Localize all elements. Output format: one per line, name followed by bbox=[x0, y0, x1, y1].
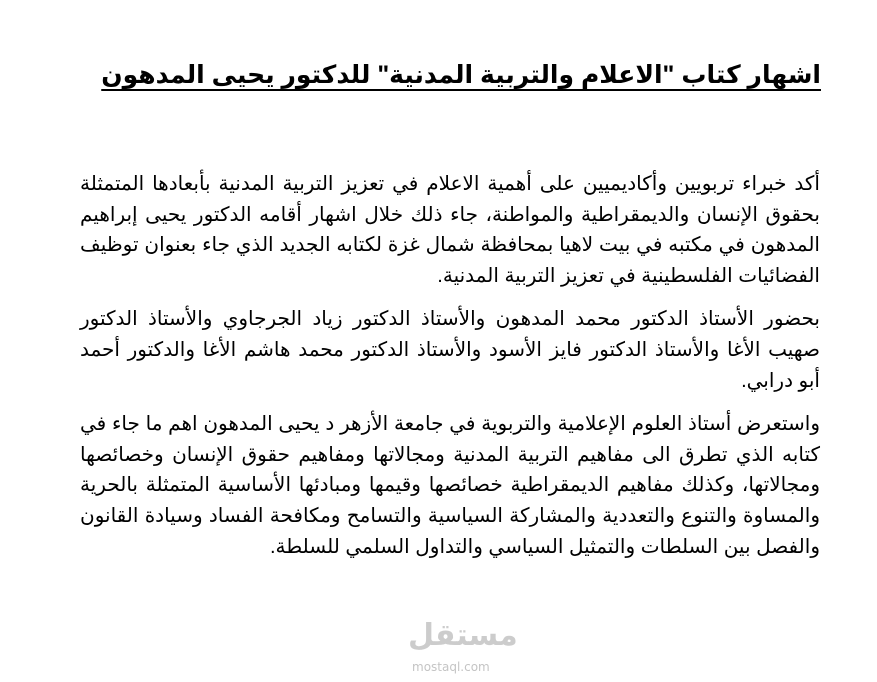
watermark-url: mostaql.com bbox=[412, 660, 490, 674]
paragraph-attendees: بحضور الأستاذ الدكتور محمد المدهون والأستاذ الدكتور زياد الجرجاوي والأستاذ الدكتور صهيب الأغا والأستاذ الدكتور فايز الأسود والأستاذ الدكتور محمد هاشم الأغا والدكتور أحمد أبو درابي. bbox=[80, 308, 820, 392]
article-body bbox=[80, 169, 820, 575]
watermark bbox=[368, 618, 518, 678]
watermark-logo: مستقل bbox=[408, 618, 518, 653]
page-title: اشهار كتاب "الاعلام والتربية المدنية" للدكتور يحيى المدهون bbox=[101, 61, 821, 89]
paragraph-review: واستعرض أستاذ العلوم الإعلامية والتربوية في جامعة الأزهر د يحيى المدهون اهم ما جاء في كتابه الذي تطرق الى مفاهيم التربية المدنية ومجالاتها ومفاهيم حقوق الإنسان وخصائصها ومجالاتها، وكذلك مفاهيم الديمقراطية خصائصها وقيمها ومبادئها الأساسية المتمثلة بالحرية والمساوة والتنوع والتعددية والمشاركة السياسية والتسامح ومكافحة الفساد وسيادة القانون والفصل بين السلطات والتمثيل السياسي والتداول السلمي للسلطة. bbox=[80, 413, 820, 558]
paragraph-intro: أكد خبراء تربويين وأكاديميين على أهمية الاعلام في تعزيز التربية المدنية بأبعادها المتمثلة بحقوق الإنسان والديمقراطية والمواطنة، جاء ذلك خلال اشهار أقامه الدكتور يحيى إبراهيم المدهون في مكتبه في بيت لاهيا بمحافظة شمال غزة لكتابه الجديد الذي جاء بعنوان توظيف الفضائيات الفلسطينية في تعزيز التربية المدنية. bbox=[80, 173, 821, 287]
